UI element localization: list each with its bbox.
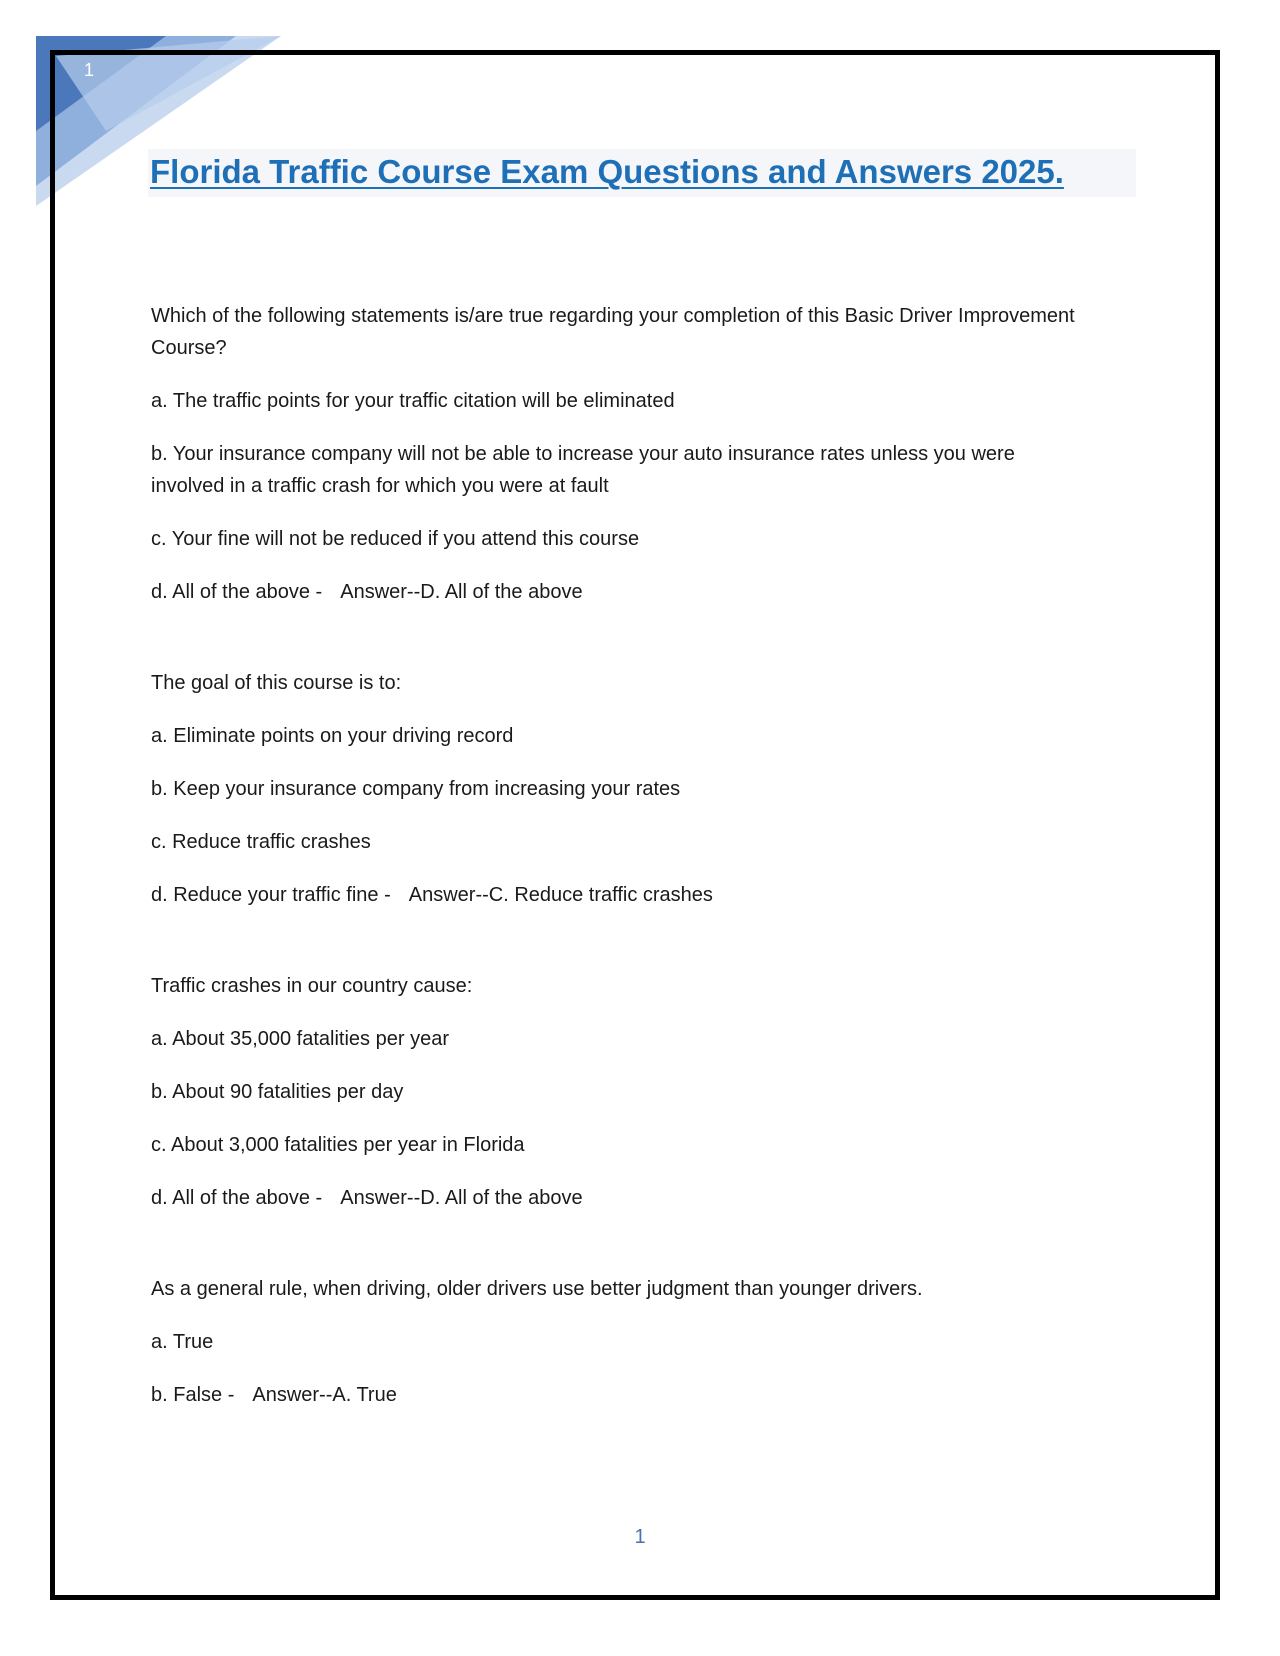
option-a: a. The traffic points for your traffic citation will be eliminated — [151, 390, 675, 412]
option-c: c. Your fine will not be reduced if you attend this course — [151, 528, 640, 550]
option-d-line — [151, 576, 1081, 608]
question-text: The goal of this course is to: — [151, 672, 402, 694]
question-text: Which of the following statements is/are true regarding your completion of this Basic Driver Improvement Course? — [151, 305, 1075, 359]
option-b-line — [151, 1379, 1081, 1411]
option-c: c. Reduce traffic crashes — [151, 831, 371, 853]
option-d: d. All of the above - — [151, 1187, 323, 1209]
option-b: b. Your insurance company will not be able to increase your auto insurance rates unless you were involved in a traffic crash for which you were at fault — [151, 443, 1015, 497]
answer: Answer--A. True — [252, 1384, 397, 1406]
question-1 — [151, 300, 1081, 608]
option-b: b. About 90 fatalities per day — [151, 1081, 404, 1103]
option-d-line — [151, 879, 1081, 911]
option-d: d. Reduce your traffic fine - — [151, 884, 391, 906]
question-4 — [151, 1273, 1081, 1411]
option-d: d. All of the above - — [151, 581, 323, 603]
corner-page-number: 1 — [84, 60, 95, 80]
option-a: a. About 35,000 fatalities per year — [151, 1028, 449, 1050]
document-title: Florida Traffic Course Exam Questions and Answers 2025. — [150, 153, 1064, 190]
option-b: b. False - — [151, 1384, 235, 1406]
question-2 — [151, 667, 1081, 911]
option-d-line — [151, 1182, 1081, 1214]
answer: Answer--C. Reduce traffic crashes — [408, 884, 713, 906]
footer-page-number: 1 — [634, 1526, 646, 1548]
answer: Answer--D. All of the above — [340, 581, 583, 603]
option-b: b. Keep your insurance company from increasing your rates — [151, 778, 681, 800]
option-a: a. Eliminate points on your driving record — [151, 725, 514, 747]
answer: Answer--D. All of the above — [340, 1187, 583, 1209]
question-list — [151, 300, 1081, 1470]
question-text: Traffic crashes in our country cause: — [151, 975, 473, 997]
question-3 — [151, 970, 1081, 1214]
option-c: c. About 3,000 fatalities per year in Florida — [151, 1134, 525, 1156]
question-text: As a general rule, when driving, older drivers use better judgment than younger drivers. — [151, 1278, 923, 1300]
option-a: a. True — [151, 1331, 214, 1353]
